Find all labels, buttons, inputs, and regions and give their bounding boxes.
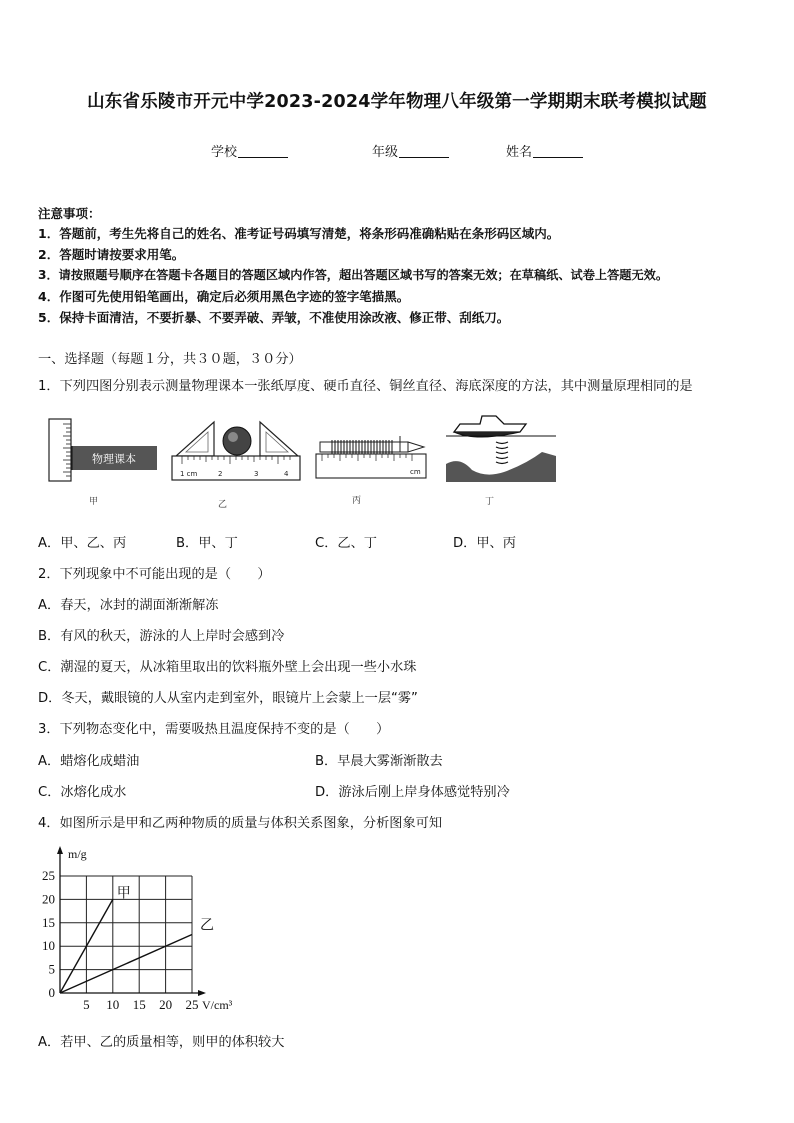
notice-item: 4．作图可先使用铅笔画出，确定后必须用黑色字迹的签字笔描黑。 xyxy=(38,289,410,304)
fig-label-ding: 丁 xyxy=(485,497,495,507)
figure-ding xyxy=(446,412,556,484)
mass-volume-chart xyxy=(30,840,250,1015)
y-axis-arrow xyxy=(57,846,63,854)
figure-jia xyxy=(46,414,160,484)
series-label: 乙 xyxy=(200,917,214,934)
y-tick-label: 5 xyxy=(48,961,55,977)
notice-item: 2．答题时请按要求用笔。 xyxy=(38,247,185,262)
grade-label: 年级 xyxy=(372,145,399,160)
x-tick-label: 25 xyxy=(185,997,199,1012)
x-axis-arrow xyxy=(198,990,206,996)
q1-option-c[interactable]: C．乙、丁 xyxy=(315,536,377,551)
q3-option-c[interactable]: C．冰熔化成水 xyxy=(38,785,127,800)
y-axis-label: m/g xyxy=(68,847,87,861)
fig-label-yi: 乙 xyxy=(218,500,228,510)
q2-option-b[interactable]: B．有风的秋天，游泳的人上岸时会感到冷 xyxy=(38,629,285,644)
q1-option-a[interactable]: A．甲、乙、丙 xyxy=(38,536,127,551)
y-tick-label: 25 xyxy=(42,868,55,883)
wire-coils xyxy=(332,440,392,454)
y-tick-label: 20 xyxy=(42,891,55,907)
fig-label-jia: 甲 xyxy=(89,497,99,507)
q1-stem: 1．下列四图分别表示测量物理课本一张纸厚度、硬币直径、铜丝直径、海底深度的方法，其中测量原理相同的是 xyxy=(38,379,693,394)
figure-yi xyxy=(168,416,302,488)
q3-stem: 3．下列物态变化中，需要吸热且温度保持不变的是（ ） xyxy=(38,722,390,737)
x-tick-label: 15 xyxy=(132,997,146,1012)
q2-option-c[interactable]: C．潮湿的夏天，从冰箱里取出的饮料瓶外壁上会出现一些小水珠 xyxy=(38,660,417,675)
x-tick-label: 5 xyxy=(83,997,90,1012)
notice-item: 5．保持卡面清洁，不要折暴、不要弄破、弄皱，不准使用涂改液、修正带、刮纸刀。 xyxy=(38,310,510,325)
name-field[interactable] xyxy=(506,141,583,160)
ruler-tick-label: 1 cm xyxy=(180,470,198,478)
ruler-tick-label: 4 xyxy=(284,470,289,478)
book-label: 物理课本 xyxy=(92,452,136,466)
ruler-unit-label: cm xyxy=(410,468,421,476)
section-heading: 一、选择题（每题１分，共３０题，３０分） xyxy=(38,352,302,367)
school-label: 学校 xyxy=(211,145,238,160)
school-field[interactable] xyxy=(211,141,288,160)
boat xyxy=(454,416,526,432)
page-title: 山东省乐陵市开元中学2023-2024学年物理八年级第一学期期末联考模拟试题 xyxy=(87,92,707,112)
x-tick-label: 10 xyxy=(106,997,120,1012)
figure-bing xyxy=(312,434,434,484)
grade-blank[interactable] xyxy=(399,145,449,158)
q3-option-a[interactable]: A．蜡熔化成蜡油 xyxy=(38,754,140,769)
x-axis-label: V/cm³ xyxy=(202,998,233,1012)
q1-option-b[interactable]: B．甲、丁 xyxy=(176,536,238,551)
q3-option-b[interactable]: B．早晨大雾渐渐散去 xyxy=(315,754,443,769)
grade-field[interactable] xyxy=(372,141,449,160)
x-tick-label: 20 xyxy=(159,997,173,1012)
fig-label-bing: 丙 xyxy=(352,496,362,506)
coin xyxy=(223,427,251,455)
ruler-tick-label: 3 xyxy=(254,470,259,478)
notice-item: 1．答题前，考生先将自己的姓名、准考证号码填写清楚，将条形码准确粘贴在条形码区域内。 xyxy=(38,226,560,241)
name-label: 姓名 xyxy=(506,145,533,160)
sonar-waves xyxy=(496,442,508,464)
q2-option-a[interactable]: A．春天，冰封的湖面渐渐解冻 xyxy=(38,598,219,613)
q2-stem: 2．下列现象中不可能出现的是（ ） xyxy=(38,567,271,582)
series-line-yi xyxy=(60,935,192,994)
y-tick-label: 0 xyxy=(48,985,55,1000)
q3-option-d[interactable]: D．游泳后刚上岸身体感觉特别冷 xyxy=(315,785,510,800)
notice-item: 3．请按照题号顺序在答题卡各题目的答题区域内作答，超出答题区域书写的答案无效；在草稿纸、试卷上答题无效。 xyxy=(38,268,669,282)
y-tick-label: 15 xyxy=(42,914,55,930)
series-label: 甲 xyxy=(116,885,131,902)
ruler-tick-label: 2 xyxy=(218,470,223,478)
q4-option-a[interactable]: A．若甲、乙的质量相等，则甲的体积较大 xyxy=(38,1035,285,1050)
y-tick-label: 10 xyxy=(42,938,55,954)
q2-option-d[interactable]: D．冬天，戴眼镜的人从室内走到室外，眼镜片上会蒙上一层“雾” xyxy=(38,691,418,706)
school-blank[interactable] xyxy=(238,145,288,158)
notice-heading: 注意事项： xyxy=(38,206,101,221)
seabed xyxy=(446,452,556,482)
pencil xyxy=(320,442,408,452)
q1-option-d[interactable]: D．甲、丙 xyxy=(453,536,516,551)
name-blank[interactable] xyxy=(533,145,583,158)
q4-stem: 4．如图所示是甲和乙两种物质的质量与体积关系图象，分析图象可知 xyxy=(38,816,443,831)
